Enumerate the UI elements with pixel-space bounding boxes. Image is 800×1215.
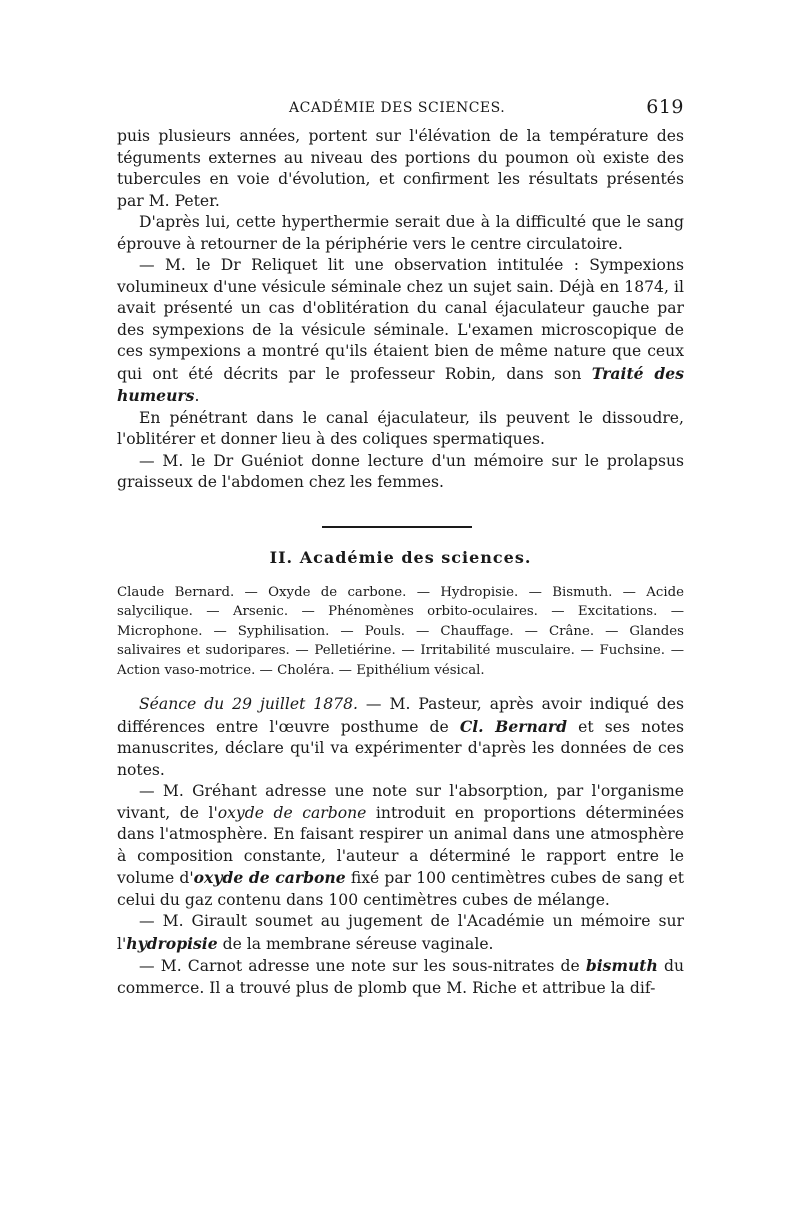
grehant-b: introduit en proportions déterminées dans l'atmosphère. En faisant respirer un animal dans une atmosphère à composition constante, l'auteur a déterminé le rapport entre le volume d' bbox=[117, 803, 684, 887]
running-head bbox=[117, 96, 684, 126]
seance-text-a: — M. Pasteur, après avoir indiqué des différences entre l'œuvre posthume de bbox=[117, 695, 684, 736]
paragraph-carnot bbox=[117, 955, 684, 999]
girault-a: — M. Girault soumet au jugement de l'Académie un mémoire sur l' bbox=[117, 912, 684, 953]
page bbox=[117, 96, 684, 999]
section-title: II. Académie des sciences. bbox=[269, 547, 532, 567]
summary-topics: Claude Bernard. — Oxyde de carbone. — Hydropisie. — Bismuth. — Acide salycilique. — Arsenic. — Phénomènes orbito-oculaires. — Excitations. — Microphone. — Syphilisation. — Pouls. — Chauffage. — Crâne. — Glandes salivaires et sudoripares. — Pelletiérine. — Irritabilité musculaire. — Fuchsine. — Action vaso-motrice. — Choléra. — Epithélium vésical. bbox=[117, 584, 684, 678]
carnot-a: — M. Carnot adresse une note sur les sous-nitrates de bbox=[139, 957, 586, 975]
reliquet-italic-title: Traité des humeurs bbox=[117, 363, 684, 405]
paragraph-continuation: puis plusieurs années, portent sur l'élévation de la température des téguments externes au niveau des portions du poumon où existe des tubercules en voie d'évolution, et confirment les résultats présentés par M. Peter. bbox=[117, 127, 684, 210]
grehant-italic-2: oxyde de carbone bbox=[193, 868, 346, 887]
grehant-italic-1: oxyde de carbone bbox=[217, 803, 367, 822]
paragraph-dissoudre: En pénétrant dans le canal éjaculateur, ils peuvent le dissoudre, l'oblitérer et donner lieu à des coliques spermatiques. bbox=[117, 408, 684, 448]
paragraph-reliquet bbox=[117, 255, 684, 408]
page-number: 619 bbox=[646, 96, 684, 118]
carnot-b: du commerce. Il a trouvé plus de plomb que M. Riche et attribue la dif- bbox=[117, 957, 684, 997]
section-divider bbox=[322, 526, 472, 528]
seance-bernard: Cl. Bernard bbox=[459, 716, 568, 736]
seance-date: Séance du 29 juillet 1878. bbox=[139, 695, 358, 713]
running-title: ACADÉMIE DES SCIENCES. bbox=[289, 100, 506, 116]
carnot-italic: bismuth bbox=[585, 956, 658, 975]
reliquet-end: . bbox=[194, 387, 200, 405]
girault-italic: hydropisie bbox=[126, 933, 218, 953]
paragraph-grehant bbox=[117, 781, 684, 911]
seance-text-b: et ses notes manuscrites, déclare qu'il va expérimenter d'après les données de ces notes. bbox=[117, 717, 685, 779]
paragraph-hyperthermie: D'après lui, cette hyperthermie serait due à la difficulté que le sang éprouve à retourner de la périphérie vers le centre circulatoire. bbox=[117, 213, 684, 253]
spacer bbox=[117, 680, 684, 694]
paragraph-girault bbox=[117, 911, 684, 955]
grehant-c: fixé par 100 centimètres cubes de sang et celui du gaz contenu dans 100 centimètres cubes de mélange. bbox=[117, 869, 684, 909]
paragraph-seance bbox=[117, 694, 684, 781]
paragraph-gueniot: — M. le Dr Guéniot donne lecture d'un mémoire sur le prolapsus graisseux de l'abdomen chez les femmes. bbox=[117, 451, 684, 491]
reliquet-text: — M. le Dr Reliquet lit une observation intitulée : Sympexions volumineux d'une vésicule séminale chez un sujet sain. Déjà en 1874, il avait présenté un cas d'oblitération du canal éjaculateur gauche par des sympexions de la vésicule séminale. L'examen microscopique de ces sympexions a montré qu'ils étaient bien de même nature que ceux qui ont été décrits par le professeur Robin, dans son bbox=[117, 256, 684, 383]
grehant-a: — M. Gréhant adresse une note sur l'absorption, par l'organisme vivant, de l' bbox=[117, 782, 684, 822]
summary-block bbox=[117, 583, 684, 681]
girault-b: de la membrane séreuse vaginale. bbox=[217, 934, 494, 953]
